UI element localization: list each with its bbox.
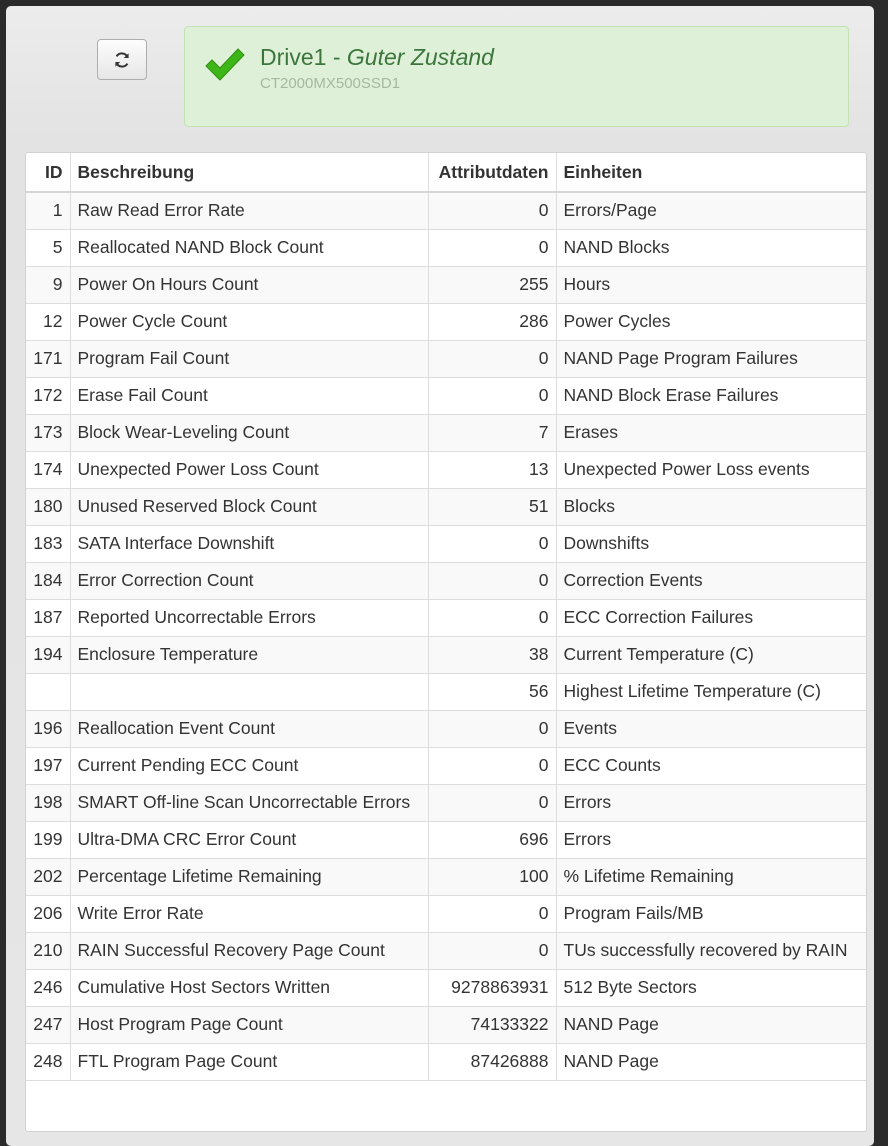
cell-id: 12 xyxy=(26,303,70,340)
cell-description xyxy=(70,673,428,710)
cell-value: 0 xyxy=(428,562,556,599)
cell-id: 1 xyxy=(26,192,70,229)
cell-value: 51 xyxy=(428,488,556,525)
cell-description: Ultra-DMA CRC Error Count xyxy=(70,821,428,858)
cell-id: 194 xyxy=(26,636,70,673)
column-header-id[interactable]: ID xyxy=(26,153,70,192)
table-row[interactable] xyxy=(26,821,866,858)
cell-description: Percentage Lifetime Remaining xyxy=(70,858,428,895)
cell-value: 255 xyxy=(428,266,556,303)
table-row[interactable] xyxy=(26,525,866,562)
cell-unit: ECC Correction Failures xyxy=(556,599,866,636)
cell-unit: Current Temperature (C) xyxy=(556,636,866,673)
table-row[interactable] xyxy=(26,932,866,969)
cell-value: 87426888 xyxy=(428,1043,556,1080)
drive-title-separator: - xyxy=(326,44,347,70)
table-row[interactable] xyxy=(26,303,866,340)
cell-description: Reported Uncorrectable Errors xyxy=(70,599,428,636)
cell-description: Power On Hours Count xyxy=(70,266,428,303)
table-row[interactable] xyxy=(26,488,866,525)
cell-id xyxy=(26,673,70,710)
cell-value: 696 xyxy=(428,821,556,858)
table-row[interactable] xyxy=(26,340,866,377)
cell-value: 0 xyxy=(428,192,556,229)
table-row[interactable] xyxy=(26,377,866,414)
cell-unit: Downshifts xyxy=(556,525,866,562)
table-row[interactable] xyxy=(26,414,866,451)
cell-description: Block Wear-Leveling Count xyxy=(70,414,428,451)
cell-value: 0 xyxy=(428,932,556,969)
cell-description: Raw Read Error Rate xyxy=(70,192,428,229)
cell-id: 184 xyxy=(26,562,70,599)
table-row[interactable] xyxy=(26,266,866,303)
cell-unit: Events xyxy=(556,710,866,747)
cell-value: 38 xyxy=(428,636,556,673)
table-row[interactable] xyxy=(26,229,866,266)
table-row[interactable] xyxy=(26,710,866,747)
table-row[interactable] xyxy=(26,636,866,673)
cell-value: 74133322 xyxy=(428,1006,556,1043)
cell-id: 183 xyxy=(26,525,70,562)
cell-value: 0 xyxy=(428,525,556,562)
cell-id: 202 xyxy=(26,858,70,895)
cell-unit: Errors/Page xyxy=(556,192,866,229)
cell-unit: NAND Blocks xyxy=(556,229,866,266)
table-row[interactable] xyxy=(26,747,866,784)
cell-value: 286 xyxy=(428,303,556,340)
cell-id: 210 xyxy=(26,932,70,969)
cell-value: 0 xyxy=(428,747,556,784)
cell-unit: NAND Page xyxy=(556,1043,866,1080)
cell-id: 247 xyxy=(26,1006,70,1043)
refresh-button[interactable] xyxy=(97,39,147,80)
cell-description: FTL Program Page Count xyxy=(70,1043,428,1080)
cell-unit: NAND Page xyxy=(556,1006,866,1043)
table-row[interactable] xyxy=(26,784,866,821)
cell-unit: Errors xyxy=(556,821,866,858)
cell-id: 172 xyxy=(26,377,70,414)
cell-description: Erase Fail Count xyxy=(70,377,428,414)
table-row[interactable] xyxy=(26,562,866,599)
cell-description: Unused Reserved Block Count xyxy=(70,488,428,525)
cell-description: Cumulative Host Sectors Written xyxy=(70,969,428,1006)
column-header-unit[interactable]: Einheiten xyxy=(556,153,866,192)
cell-id: 198 xyxy=(26,784,70,821)
cell-unit: NAND Block Erase Failures xyxy=(556,377,866,414)
drive-panel xyxy=(6,6,874,1146)
cell-value: 13 xyxy=(428,451,556,488)
cell-unit: Errors xyxy=(556,784,866,821)
cell-value: 9278863931 xyxy=(428,969,556,1006)
drive-name: Drive1 xyxy=(260,44,327,70)
cell-unit: Unexpected Power Loss events xyxy=(556,451,866,488)
smart-attributes-table xyxy=(25,152,867,1132)
cell-id: 206 xyxy=(26,895,70,932)
cell-unit: Erases xyxy=(556,414,866,451)
cell-description: Enclosure Temperature xyxy=(70,636,428,673)
cell-unit: Highest Lifetime Temperature (C) xyxy=(556,673,866,710)
table-row[interactable] xyxy=(26,673,866,710)
cell-id: 187 xyxy=(26,599,70,636)
cell-description: Current Pending ECC Count xyxy=(70,747,428,784)
drive-health-state: Guter Zustand xyxy=(346,44,494,70)
cell-unit: Hours xyxy=(556,266,866,303)
column-header-description[interactable]: Beschreibung xyxy=(70,153,428,192)
cell-id: 197 xyxy=(26,747,70,784)
table-row[interactable] xyxy=(26,1006,866,1043)
drive-model: CT2000MX500SSD1 xyxy=(260,75,401,92)
table-row[interactable] xyxy=(26,858,866,895)
drive-title xyxy=(260,44,494,71)
cell-id: 199 xyxy=(26,821,70,858)
table-row[interactable] xyxy=(26,192,866,229)
cell-unit: % Lifetime Remaining xyxy=(556,858,866,895)
cell-unit: 512 Byte Sectors xyxy=(556,969,866,1006)
cell-description: SATA Interface Downshift xyxy=(70,525,428,562)
cell-value: 100 xyxy=(428,858,556,895)
cell-description: Power Cycle Count xyxy=(70,303,428,340)
cell-value: 0 xyxy=(428,710,556,747)
cell-description: Reallocation Event Count xyxy=(70,710,428,747)
drive-status-box xyxy=(184,26,849,127)
cell-description: RAIN Successful Recovery Page Count xyxy=(70,932,428,969)
cell-description: Host Program Page Count xyxy=(70,1006,428,1043)
cell-value: 0 xyxy=(428,377,556,414)
checkmark-icon xyxy=(204,46,246,84)
cell-unit: Program Fails/MB xyxy=(556,895,866,932)
cell-description: Error Correction Count xyxy=(70,562,428,599)
cell-value: 0 xyxy=(428,340,556,377)
cell-id: 174 xyxy=(26,451,70,488)
table-row[interactable] xyxy=(26,895,866,932)
cell-unit: TUs successfully recovered by RAIN xyxy=(556,932,866,969)
cell-value: 0 xyxy=(428,784,556,821)
refresh-icon xyxy=(113,51,131,69)
cell-value: 0 xyxy=(428,895,556,932)
cell-id: 5 xyxy=(26,229,70,266)
cell-id: 180 xyxy=(26,488,70,525)
table-row[interactable] xyxy=(26,451,866,488)
cell-id: 196 xyxy=(26,710,70,747)
table-row[interactable] xyxy=(26,969,866,1006)
cell-id: 248 xyxy=(26,1043,70,1080)
cell-unit: Correction Events xyxy=(556,562,866,599)
cell-unit: ECC Counts xyxy=(556,747,866,784)
cell-id: 173 xyxy=(26,414,70,451)
cell-description: Program Fail Count xyxy=(70,340,428,377)
cell-id: 171 xyxy=(26,340,70,377)
cell-unit: NAND Page Program Failures xyxy=(556,340,866,377)
table-row[interactable] xyxy=(26,599,866,636)
cell-unit: Power Cycles xyxy=(556,303,866,340)
cell-value: 7 xyxy=(428,414,556,451)
cell-id: 246 xyxy=(26,969,70,1006)
table-row[interactable] xyxy=(26,1043,866,1080)
cell-unit: Blocks xyxy=(556,488,866,525)
cell-value: 56 xyxy=(428,673,556,710)
table-header-row xyxy=(26,153,866,192)
cell-description: Unexpected Power Loss Count xyxy=(70,451,428,488)
cell-value: 0 xyxy=(428,229,556,266)
cell-description: SMART Off-line Scan Uncorrectable Errors xyxy=(70,784,428,821)
cell-description: Reallocated NAND Block Count xyxy=(70,229,428,266)
cell-id: 9 xyxy=(26,266,70,303)
column-header-value[interactable]: Attributdaten xyxy=(428,153,556,192)
cell-description: Write Error Rate xyxy=(70,895,428,932)
cell-value: 0 xyxy=(428,599,556,636)
